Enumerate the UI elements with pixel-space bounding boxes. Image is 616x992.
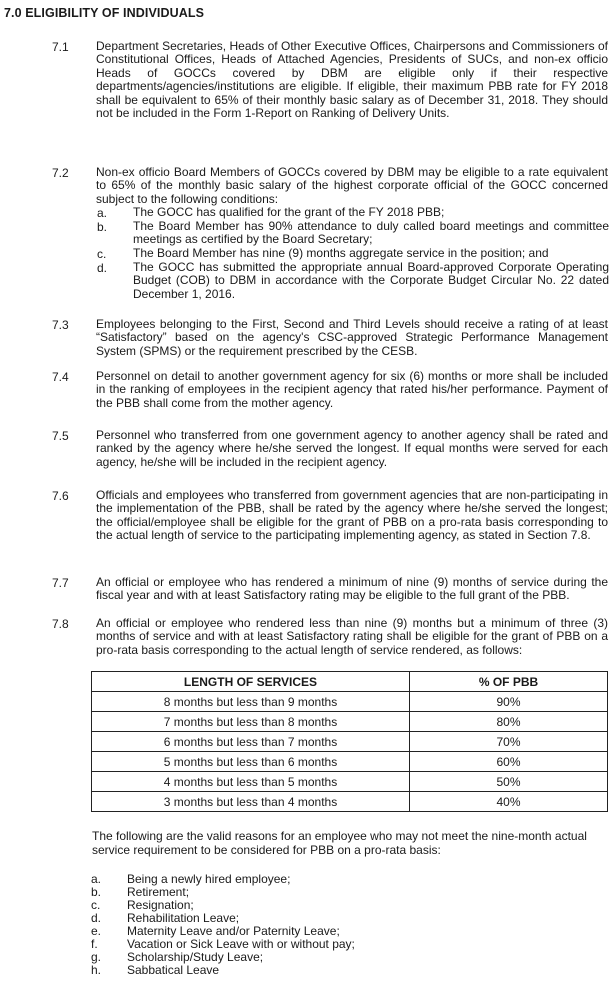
condition-text: The Board Member has 90% attendance to duly called board meetings and committee meetings as certified by the Board Secretary; — [133, 219, 609, 247]
section-text: Employees belonging to the First, Second and Third Levels should receive a rating of at least “Satisfactory” based on the agency's CSC-approved Strategic Performance Management System (SPMS) or the requirement prescribed by the CESB. — [96, 317, 608, 358]
reason-text: Being a newly hired employee; — [127, 872, 291, 886]
reason-letter: c. — [91, 898, 101, 912]
percent-cell: 80% — [410, 712, 608, 732]
condition-text: The Board Member has nine (9) months aggregate service in the position; and — [133, 246, 549, 260]
section-number: 7.3 — [52, 318, 69, 332]
length-cell: 6 months but less than 7 months — [92, 732, 410, 752]
length-cell: 4 months but less than 5 months — [92, 772, 410, 792]
section-text: An official or employee who has rendered a minimum of nine (9) months of service during the fiscal year and with at least Satisfactory rating may be eligible to the full grant of the PBB. — [96, 575, 608, 603]
reason-letter: h. — [91, 963, 102, 977]
length-cell: 3 months but less than 4 months — [92, 792, 410, 812]
section-text: Personnel who transferred from one government agency to another agency shall be rated and ranked by the agency where he/she served the longest. If equal months were served for each agency, he/she will be included in the recipient agency. — [96, 428, 608, 469]
reason-text: Rehabilitation Leave; — [127, 911, 240, 925]
section-text: Non-ex officio Board Members of GOCCs covered by DBM may be eligible to a rate equivalent to 65% of the monthly basic salary of the highest corporate official of the GOCC concerned subject to the following conditions: — [96, 165, 608, 206]
length-cell: 8 months but less than 9 months — [92, 692, 410, 712]
section-number: 7.4 — [52, 370, 69, 384]
reason-letter: e. — [91, 924, 102, 938]
length-cell: 5 months but less than 6 months — [92, 752, 410, 772]
percent-cell: 40% — [410, 792, 608, 812]
reason-text: Sabbatical Leave — [127, 963, 220, 977]
condition-letter: b. — [97, 220, 108, 234]
pbb-rate-table — [91, 671, 608, 812]
column-header: LENGTH OF SERVICES — [92, 672, 410, 692]
reason-letter: f. — [91, 937, 98, 951]
section-text: Personnel on detail to another government agency for six (6) months or more shall be included in the ranking of employees in the recipient agency that rated his/her performance. Payment of the PBB shall come from the mother agency. — [96, 369, 608, 410]
column-header: % OF PBB — [410, 672, 608, 692]
table-header-row — [92, 672, 608, 692]
section-text: Officials and employees who transferred from government agencies that are non-participating in the implementation of the PBB, shall be rated by the agency where he/she served the longest; the official/employee shall be eligible for the grant of PBB on a pro-rata basis corresponding to the actual length of service to the participating implementing agency, as stated in Section 7.8. — [96, 488, 608, 543]
reason-text: Scholarship/Study Leave; — [127, 950, 264, 964]
section-text: An official or employee who rendered less than nine (9) months but a minimum of three (3) months of service and with at least Satisfactory rating shall be eligible for the grant of PBB on a pro-rata basis corresponding to the actual length of service rendered, as follows: — [96, 616, 608, 657]
condition-letter: d. — [97, 261, 108, 275]
condition-text: The GOCC has qualified for the grant of the FY 2018 PBB; — [133, 205, 445, 219]
table-row — [92, 712, 608, 732]
condition-letter: a. — [97, 206, 108, 220]
table-row — [92, 772, 608, 792]
table-row — [92, 752, 608, 772]
percent-cell: 90% — [410, 692, 608, 712]
section-number: 7.5 — [52, 429, 69, 443]
percent-cell: 50% — [410, 772, 608, 792]
condition-letter: c. — [97, 247, 107, 261]
length-cell: 7 months but less than 8 months — [92, 712, 410, 732]
reason-text: Resignation; — [127, 898, 194, 912]
section-heading: 7.0 ELIGIBILITY OF INDIVIDUALS — [4, 6, 205, 20]
condition-text: The GOCC has submitted the appropriate annual Board-approved Corporate Operating Budget (COB) to DBM in accordance with the Corporate Budget Circular No. 22 dated December 1, 2016. — [133, 260, 609, 301]
table-row — [92, 792, 608, 812]
reason-text: Maternity Leave and/or Paternity Leave; — [127, 924, 340, 938]
table-row — [92, 732, 608, 752]
reason-letter: b. — [91, 885, 102, 899]
section-number: 7.7 — [52, 576, 69, 590]
reasons-intro: The following are the valid reasons for an employee who may not meet the nine-month actual service requirement to be considered for PBB on a pro-rata basis: — [92, 829, 587, 857]
percent-cell: 70% — [410, 732, 608, 752]
section-number: 7.6 — [52, 489, 69, 503]
section-number: 7.1 — [52, 40, 69, 54]
table-row — [92, 692, 608, 712]
section-number: 7.8 — [52, 617, 69, 631]
reason-letter: g. — [91, 950, 102, 964]
section-text: Department Secretaries, Heads of Other Executive Offices, Chairpersons and Commissioners of Constitutional Offices, Heads of Attached Agencies, Presidents of SUCs, and non-ex officio Heads of GOCCs covered by DBM are eligible only if their respective departments/agencies/institutions are eligible. If eligible, their maximum PBB rate for FY 2018 shall be equivalent to 65% of their monthly basic salary as of December 31, 2018. They should not be included in the Form 1-Report on Ranking of Delivery Units. — [96, 39, 608, 121]
reason-letter: d. — [91, 911, 102, 925]
section-number: 7.2 — [52, 166, 69, 180]
reason-text: Vacation or Sick Leave with or without pay; — [127, 937, 355, 951]
reason-text: Retirement; — [127, 885, 190, 899]
percent-cell: 60% — [410, 752, 608, 772]
reason-letter: a. — [91, 872, 102, 886]
